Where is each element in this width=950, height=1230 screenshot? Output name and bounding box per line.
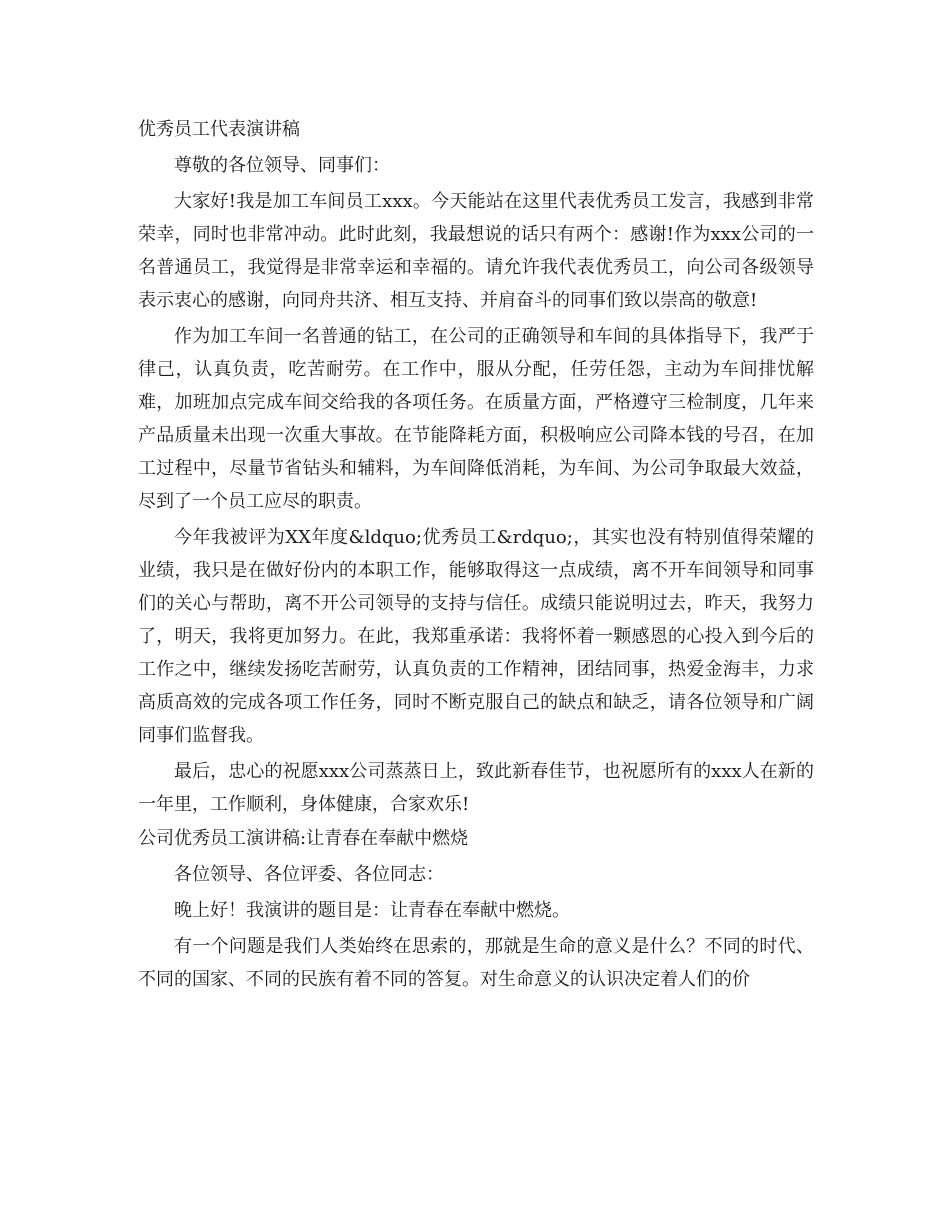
document-title: 优秀员工代表演讲稿 — [138, 119, 300, 140]
section-title: 公司优秀员工演讲稿:让青春在奉献中燃烧 — [138, 828, 469, 849]
body-paragraph: 有一个问题是我们人类始终在思索的，那就是生命的意义是什么？不同的时代、不同的国家、不同的民族有着不同的答复。对生命意义的认识决定着人们的价 — [138, 936, 814, 990]
salutation-paragraph: 各位领导、各位评委、各位同志： — [174, 864, 444, 885]
closing-paragraph: 最后，忠心的祝愿xxx公司蒸蒸日上，致此新春佳节，也祝愿所有的xxx人在新的一年里，工作顺利，身体健康，合家欢乐! — [138, 761, 814, 815]
body-paragraph: 大家好!我是加工车间员工xxx。今天能站在这里代表优秀员工发言，我感到非常荣幸，同时也非常冲动。此时此刻，我最想说的话只有两个：感谢!作为xxx公司的一名普通员工，我觉得是非常幸运和幸福的。请允许我代表优秀员工，向公司各级领导表示衷心的感谢，向同舟共济、相互支持、并肩奋斗的同事们致以崇高的敬意! — [138, 191, 814, 311]
body-paragraph: 作为加工车间一名普通的钻工，在公司的正确领导和车间的具体指导下，我严于律己，认真负责，吃苦耐劳。在工作中，服从分配，任劳任怨，主动为车间排忧解难，加班加点完成车间交给我的各项任务。在质量方面，严格遵守三检制度，几年来产品质量未出现一次重大事故。在节能降耗方面，积极响应公司降本钱的号召，在加工过程中，尽量节省钻头和辅料，为车间降低消耗，为车间、为公司争取最大效益，尽到了一个员工应尽的职责。 — [138, 326, 814, 512]
body-paragraph: 晚上好！我演讲的题目是：让青春在奉献中燃烧。 — [174, 900, 570, 921]
salutation-paragraph: 尊敬的各位领导、同事们： — [174, 155, 390, 176]
body-paragraph: 今年我被评为XX年度&ldquo;优秀员工&rdquo;，其实也没有特别值得荣耀的业绩，我只是在做好份内的本职工作，能够取得这一点成绩，离不开车间领导和同事们的关心与帮助，离不开公司领导的支持与信任。成绩只能说明过去，昨天，我努力了，明天，我将更加努力。在此，我郑重承诺：我将怀着一颗感恩的心投入到今后的工作之中，继续发扬吃苦耐劳，认真负责的工作精神，团结同事，热爱金海丰，力求高质高效的完成各项工作任务，同时不断克服自己的缺点和缺乏，请各位领导和广阔同事们监督我。 — [138, 527, 814, 746]
document-page — [138, 112, 814, 996]
